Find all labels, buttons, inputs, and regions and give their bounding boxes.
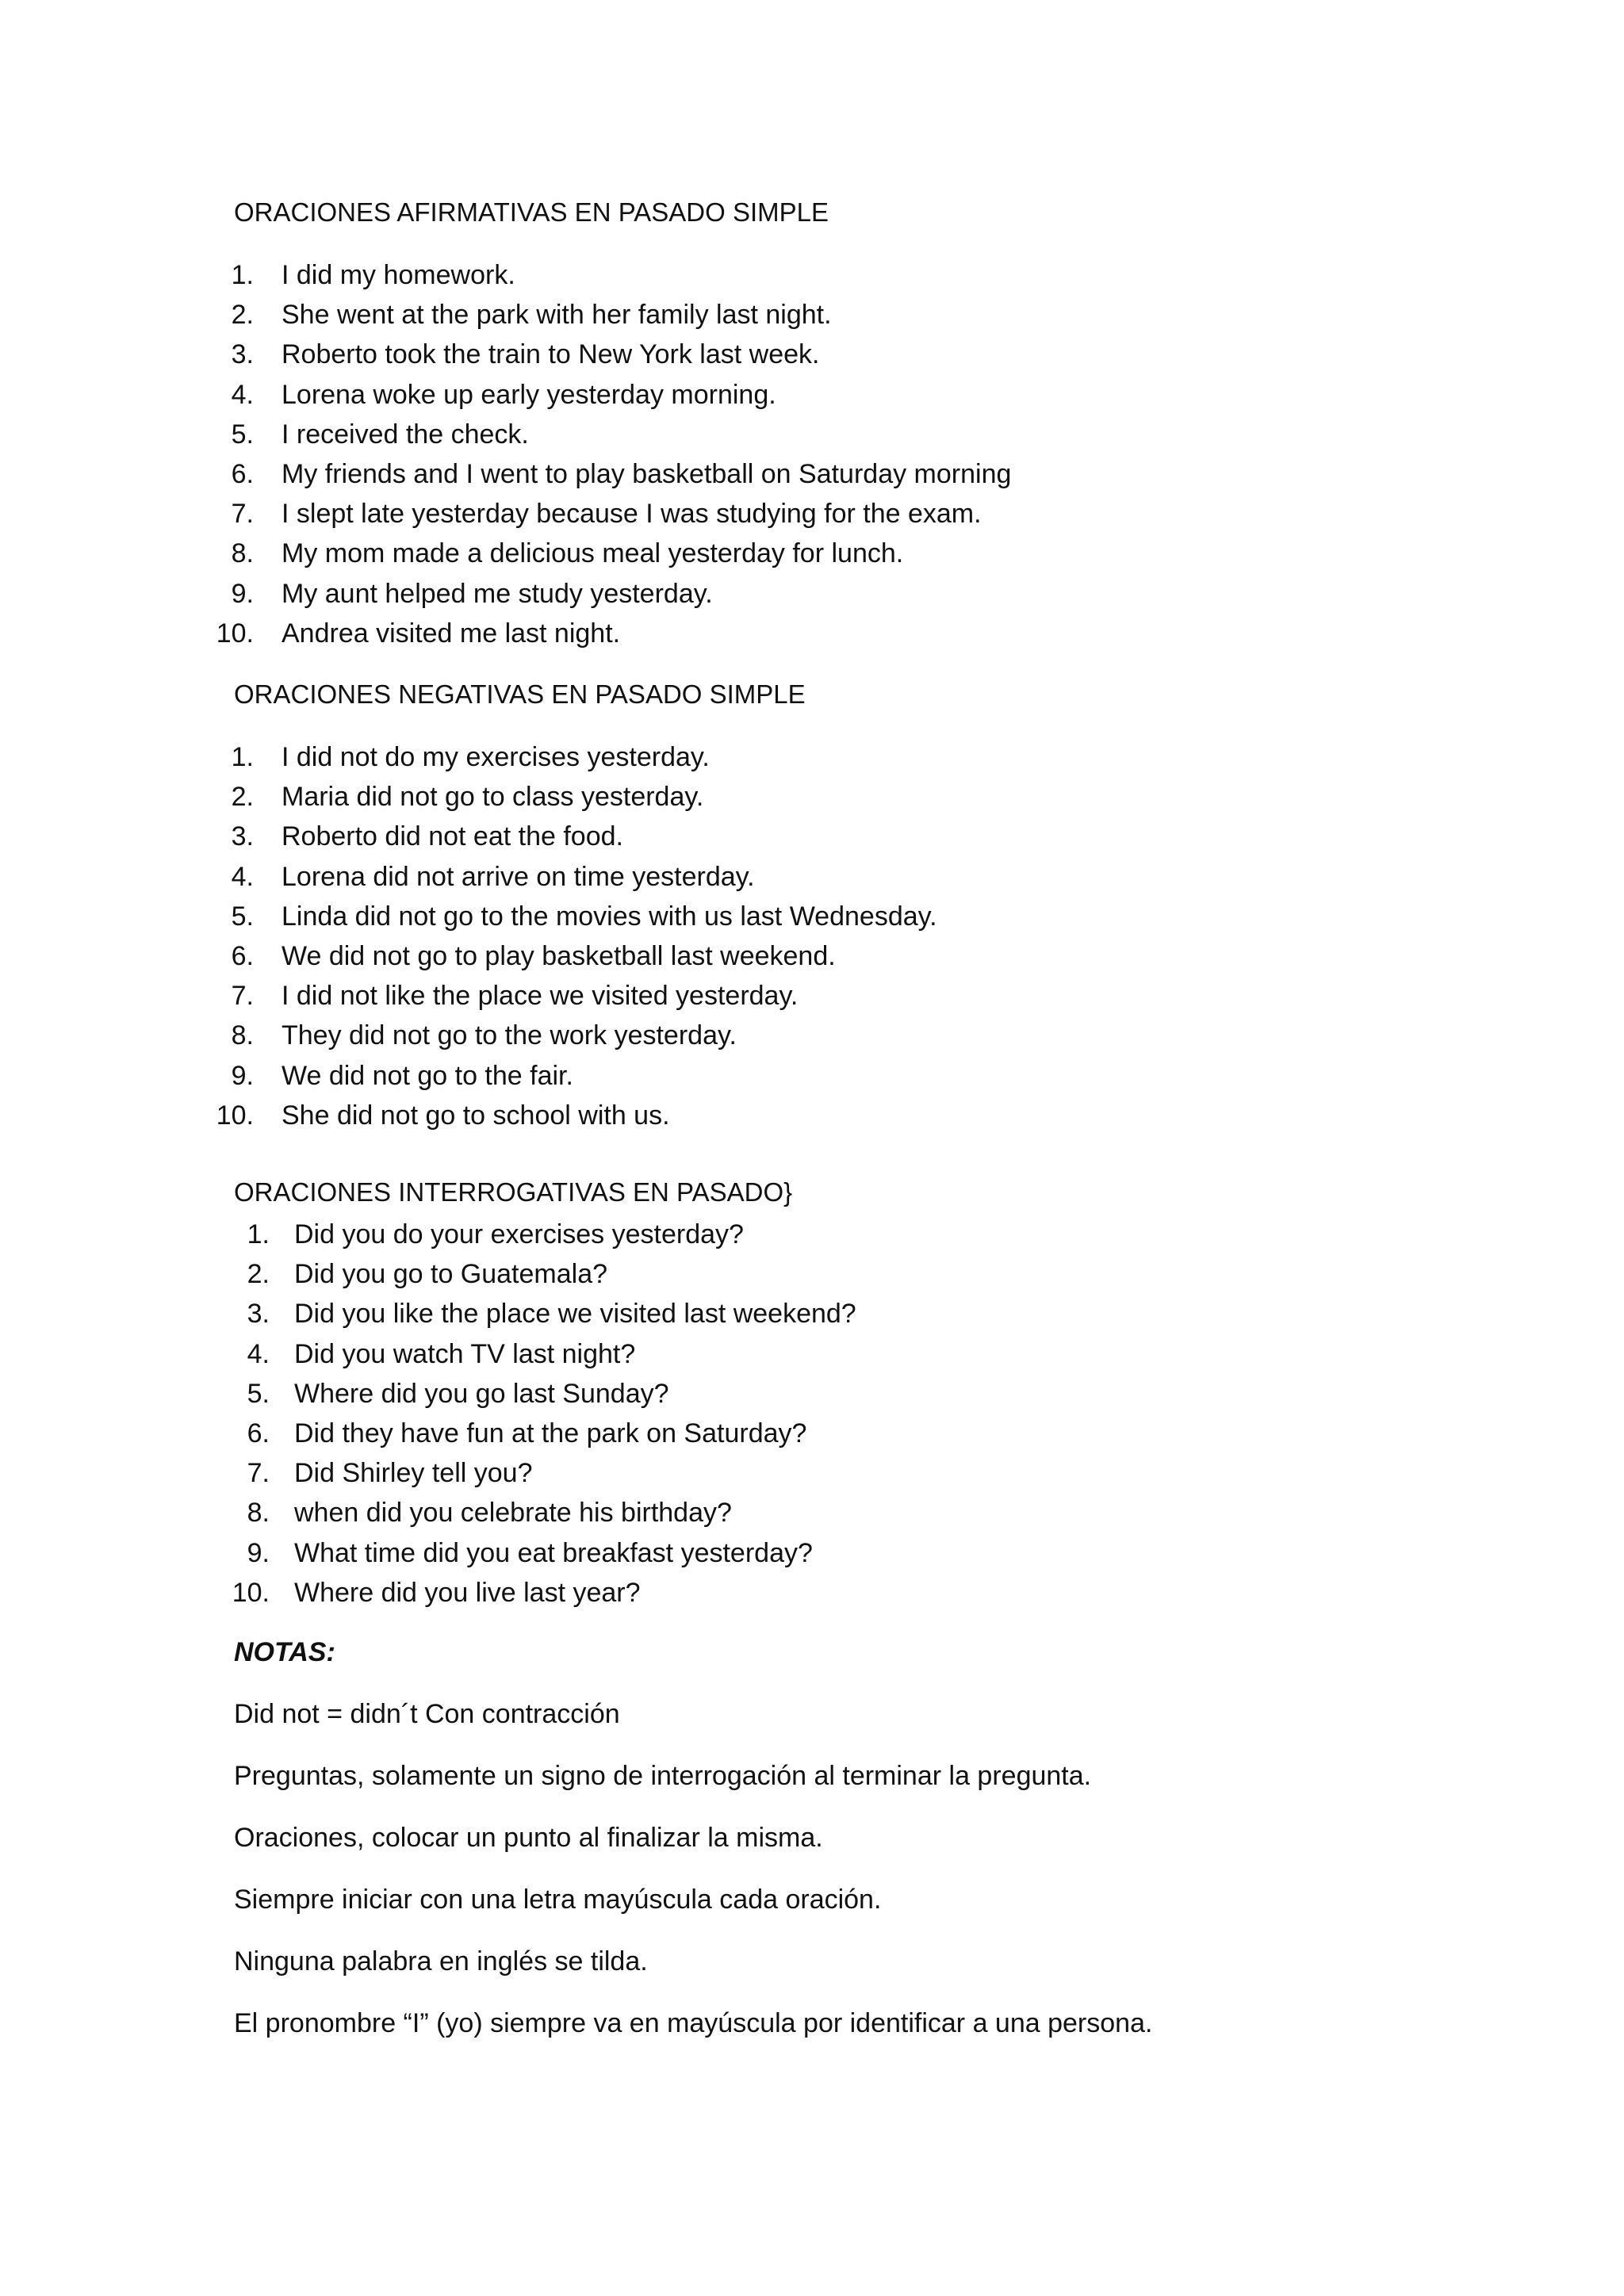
list-item-text: Where did you live last year? [294, 1577, 641, 1608]
section-title-negative: ORACIONES NEGATIVAS EN PASADO SIMPLE [234, 679, 806, 709]
list-item-number: 5. [231, 419, 254, 450]
note-line: Ninguna palabra en inglés se tilda. [234, 1946, 648, 1976]
list-item-text: Roberto did not eat the food. [282, 821, 623, 852]
list-item-number: 8. [247, 1498, 270, 1529]
section-title-interrogative: ORACIONES INTERROGATIVAS EN PASADO} [234, 1177, 793, 1207]
list-item-text: My aunt helped me study yesterday. [282, 578, 713, 609]
list-item-text: They did not go to the work yesterday. [282, 1020, 737, 1051]
list-item-text: when did you celebrate his birthday? [294, 1498, 732, 1529]
list-item-number: 6. [231, 940, 254, 971]
list-item-number: 9. [231, 1060, 254, 1091]
list-item-text: She went at the park with her family last night. [282, 300, 832, 331]
list-item-number: 5. [247, 1378, 270, 1409]
list-item-number: 10. [216, 618, 254, 649]
list-item-number: 7. [231, 981, 254, 1012]
list-item-text: What time did you eat breakfast yesterday? [294, 1537, 813, 1568]
list-item-text: Roberto took the train to New York last week. [282, 339, 820, 370]
list-item-number: 9. [231, 578, 254, 609]
list-item-number: 5. [231, 901, 254, 932]
list-item-number: 2. [231, 300, 254, 331]
list-item-text: Did Shirley tell you? [294, 1458, 533, 1489]
list-item-number: 3. [247, 1299, 270, 1330]
list-item-number: 1. [231, 260, 254, 290]
list-item-number: 6. [247, 1418, 270, 1448]
note-line: Oraciones, colocar un punto al finalizar la misma. [234, 1823, 823, 1853]
list-item-text: I received the check. [282, 419, 529, 450]
list-item-number: 7. [247, 1458, 270, 1489]
list-item-number: 3. [231, 339, 254, 370]
list-item-number: 10. [232, 1577, 270, 1608]
note-line: El pronombre “I” (yo) siempre va en mayúscula por identificar a una persona. [234, 2008, 1153, 2038]
list-item-text: Linda did not go to the movies with us last Wednesday. [282, 901, 937, 932]
list-item-number: 8. [231, 538, 254, 569]
list-item-number: 1. [231, 742, 254, 772]
list-item-text: My friends and I went to play basketball on Saturday morning [282, 458, 1012, 489]
list-item-text: Lorena did not arrive on time yesterday. [282, 861, 755, 892]
list-item-text: Did they have fun at the park on Saturday? [294, 1418, 807, 1448]
note-line: Did not = didn´t Con contracción [234, 1699, 620, 1729]
list-item-text: Lorena woke up early yesterday morning. [282, 379, 776, 410]
list-item-number: 6. [231, 458, 254, 489]
list-item-number: 2. [231, 782, 254, 813]
list-item-number: 7. [231, 499, 254, 530]
list-item-text: I slept late yesterday because I was studying for the exam. [282, 499, 982, 530]
list-item-text: We did not go to the fair. [282, 1060, 573, 1091]
list-item-text: Did you go to Guatemala? [294, 1259, 608, 1290]
list-item-text: Maria did not go to class yesterday. [282, 782, 704, 813]
list-item-number: 4. [231, 379, 254, 410]
list-item-text: My mom made a delicious meal yesterday for lunch. [282, 538, 904, 569]
list-item-text: I did not do my exercises yesterday. [282, 742, 710, 772]
list-item-number: 4. [231, 861, 254, 892]
list-item-text: We did not go to play basketball last weekend. [282, 940, 836, 971]
list-item-text: Andrea visited me last night. [282, 618, 621, 649]
list-item-number: 3. [231, 821, 254, 852]
notes-title: NOTAS: [234, 1637, 335, 1667]
list-item-text: I did not like the place we visited yesterday. [282, 981, 799, 1012]
list-item-number: 8. [231, 1020, 254, 1051]
section-title-affirmative: ORACIONES AFIRMATIVAS EN PASADO SIMPLE [234, 197, 829, 227]
note-line: Siempre iniciar con una letra mayúscula cada oración. [234, 1885, 882, 1915]
list-item-number: 9. [247, 1537, 270, 1568]
list-item-text: Did you do your exercises yesterday? [294, 1219, 744, 1249]
list-item-text: Where did you go last Sunday? [294, 1378, 669, 1409]
note-line: Preguntas, solamente un signo de interrogación al terminar la pregunta. [234, 1761, 1092, 1791]
list-item-number: 1. [247, 1219, 270, 1249]
list-item-text: Did you like the place we visited last weekend? [294, 1299, 856, 1330]
list-item-text: I did my homework. [282, 260, 515, 290]
list-item-number: 4. [247, 1338, 270, 1369]
list-item-text: Did you watch TV last night? [294, 1338, 636, 1369]
list-item-number: 2. [247, 1259, 270, 1290]
list-item-number: 10. [216, 1100, 254, 1131]
list-item-text: She did not go to school with us. [282, 1100, 670, 1131]
